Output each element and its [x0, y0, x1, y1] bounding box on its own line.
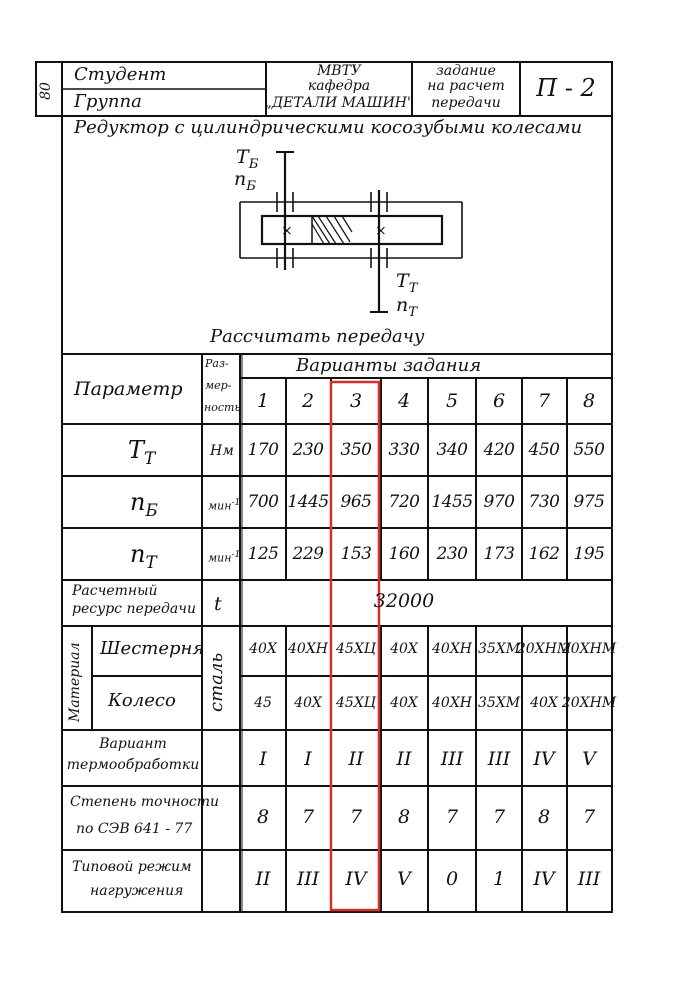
wheel-material-7: 40X — [530, 695, 558, 711]
heat-variant-1: I — [259, 748, 267, 770]
torque-value-1: 170 — [247, 440, 279, 460]
row-load-label-1: Типовой режим — [72, 859, 192, 875]
accuracy-value-5: 7 — [445, 806, 459, 828]
gear-center-mark-output: × — [375, 223, 387, 239]
torque-value-6: 420 — [483, 440, 515, 460]
variant-number-7: 7 — [537, 390, 551, 412]
gear-center-mark-input: × — [281, 223, 293, 239]
row-torque-label: $T_Т$ — [128, 436, 156, 468]
load-mode-4: V — [397, 868, 411, 890]
row-resource-label-1: Расчетный — [72, 583, 158, 599]
wheel-label: Колесо — [108, 690, 176, 711]
accuracy-value-1: 8 — [256, 806, 270, 828]
nt-value-7: 162 — [528, 544, 560, 564]
material-unit: сталь — [206, 652, 227, 712]
group-label: Группа — [74, 91, 142, 112]
sheet-title: Редуктор с цилиндрическими косозубыми колесами — [74, 117, 583, 138]
wheel-material-5: 40XH — [432, 695, 472, 711]
accuracy-value-6: 7 — [492, 806, 506, 828]
output-torque-label: $T_Т$ — [396, 270, 418, 296]
pinion-material-3: 45XЦ — [336, 641, 376, 657]
row-nb-unit: мин$^{-1}$ — [208, 497, 241, 513]
nt-value-8: 195 — [573, 544, 605, 564]
torque-value-4: 330 — [388, 440, 420, 460]
variant-number-1: 1 — [256, 390, 270, 412]
torque-value-2: 230 — [292, 440, 324, 460]
row-accuracy-label-2: по СЭВ 641 - 77 — [76, 821, 193, 837]
task-line-3: передачи — [431, 95, 501, 111]
task-line-1: задание — [436, 63, 496, 79]
nb-value-5: 1455 — [431, 492, 473, 512]
row-accuracy-label-1: Степень точности — [70, 794, 220, 810]
row-nt-label: $n_Т$ — [130, 540, 157, 572]
nt-value-4: 160 — [388, 544, 420, 564]
variant-number-4: 4 — [397, 390, 411, 412]
wheel-material-2: 40X — [294, 695, 322, 711]
unit-header-3: ность — [204, 401, 241, 414]
accuracy-value-2: 7 — [301, 806, 315, 828]
row-heat-label-1: Вариант — [99, 736, 167, 752]
nb-value-4: 720 — [388, 492, 420, 512]
load-mode-3: IV — [345, 868, 367, 890]
dept-line-1: МВТУ — [316, 63, 362, 79]
row-torque-unit: Нм — [210, 443, 234, 459]
pinion-material-7: 20XHM — [516, 641, 572, 657]
heat-variant-7: IV — [533, 748, 555, 770]
row-resource-unit: t — [214, 593, 222, 615]
variant-number-6: 6 — [492, 390, 506, 412]
torque-value-5: 340 — [436, 440, 468, 460]
wheel-material-4: 40X — [390, 695, 418, 711]
unit-header-1: Раз- — [205, 357, 229, 370]
output-speed-label: $n_Т$ — [396, 294, 418, 320]
gearbox-diagram — [240, 152, 462, 312]
nt-value-2: 229 — [292, 544, 324, 564]
torque-value-8: 550 — [573, 440, 605, 460]
outer-frame — [62, 62, 612, 912]
bearings — [277, 192, 387, 268]
pinion-material-2: 40XH — [288, 641, 328, 657]
dept-line-2: кафедра — [307, 78, 371, 94]
nt-value-5: 230 — [436, 544, 468, 564]
load-mode-2: III — [296, 868, 320, 890]
material-group-label: Материал — [67, 642, 83, 722]
load-mode-1: II — [255, 868, 271, 890]
load-mode-5: 0 — [445, 868, 459, 890]
param-header: Параметр — [74, 378, 183, 400]
nb-value-2: 1445 — [287, 492, 329, 512]
pinion-label: Шестерня — [100, 638, 205, 659]
instruction-text: Рассчитать передачу — [210, 326, 425, 347]
load-mode-6: 1 — [492, 868, 506, 890]
task-line-2: на расчет — [427, 78, 505, 94]
nt-value-1: 125 — [247, 544, 279, 564]
heat-variant-5: III — [440, 748, 464, 770]
nb-value-7: 730 — [528, 492, 560, 512]
variant-number-5: 5 — [445, 390, 459, 412]
unit-header-2: мер- — [205, 379, 232, 392]
page-number: 80 — [37, 82, 54, 100]
nb-value-3: 965 — [340, 492, 372, 512]
input-torque-label: $T_Б$ — [236, 146, 259, 172]
heat-variant-6: III — [487, 748, 511, 770]
pinion-material-6: 35XM — [477, 641, 521, 657]
row-heat-label-2: термообработки — [66, 757, 200, 773]
dept-line-3: „ДЕТАЛИ МАШИН" — [264, 95, 414, 111]
accuracy-value-3: 7 — [349, 806, 363, 828]
variants-header: Варианты задания — [296, 355, 482, 376]
wheel-material-3: 45XЦ — [336, 695, 376, 711]
heat-variant-4: II — [396, 748, 412, 770]
torque-value-3: 350 — [340, 440, 372, 460]
pinion-material-1: 40X — [249, 641, 277, 657]
wheel-material-1: 45 — [254, 695, 272, 711]
heat-variant-8: V — [582, 748, 596, 770]
heat-variant-3: II — [348, 748, 364, 770]
torque-value-7: 450 — [528, 440, 560, 460]
nb-value-6: 970 — [483, 492, 515, 512]
student-label: Студент — [74, 64, 167, 85]
row-nt-unit: мин$^{-1}$ — [208, 549, 241, 565]
pinion-material-8: 20XHM — [561, 641, 617, 657]
nb-value-1: 700 — [247, 492, 279, 512]
row-resource-value: 32000 — [373, 590, 435, 612]
nt-value-3: 153 — [340, 544, 372, 564]
pinion-material-4: 40X — [390, 641, 418, 657]
wheel-material-6: 35XM — [477, 695, 521, 711]
pinion-material-5: 40XH — [432, 641, 472, 657]
heat-variant-2: I — [304, 748, 312, 770]
input-speed-label: $n_Б$ — [234, 168, 257, 194]
variant-number-3: 3 — [349, 390, 363, 412]
accuracy-value-8: 7 — [582, 806, 596, 828]
sheet-code: П - 2 — [536, 74, 596, 102]
row-resource-label-2: ресурс передачи — [72, 601, 196, 617]
gear-hatching — [312, 216, 352, 244]
nb-value-8: 975 — [573, 492, 605, 512]
accuracy-value-7: 8 — [537, 806, 551, 828]
variant-number-8: 8 — [582, 390, 596, 412]
accuracy-value-4: 8 — [397, 806, 411, 828]
row-load-label-2: нагружения — [90, 883, 184, 899]
row-nb-label: $n_Б$ — [130, 488, 158, 520]
wheel-material-8: 20XHM — [561, 695, 617, 711]
variant-number-2: 2 — [301, 390, 315, 412]
load-mode-7: IV — [533, 868, 555, 890]
load-mode-8: III — [577, 868, 601, 890]
nt-value-6: 173 — [483, 544, 515, 564]
